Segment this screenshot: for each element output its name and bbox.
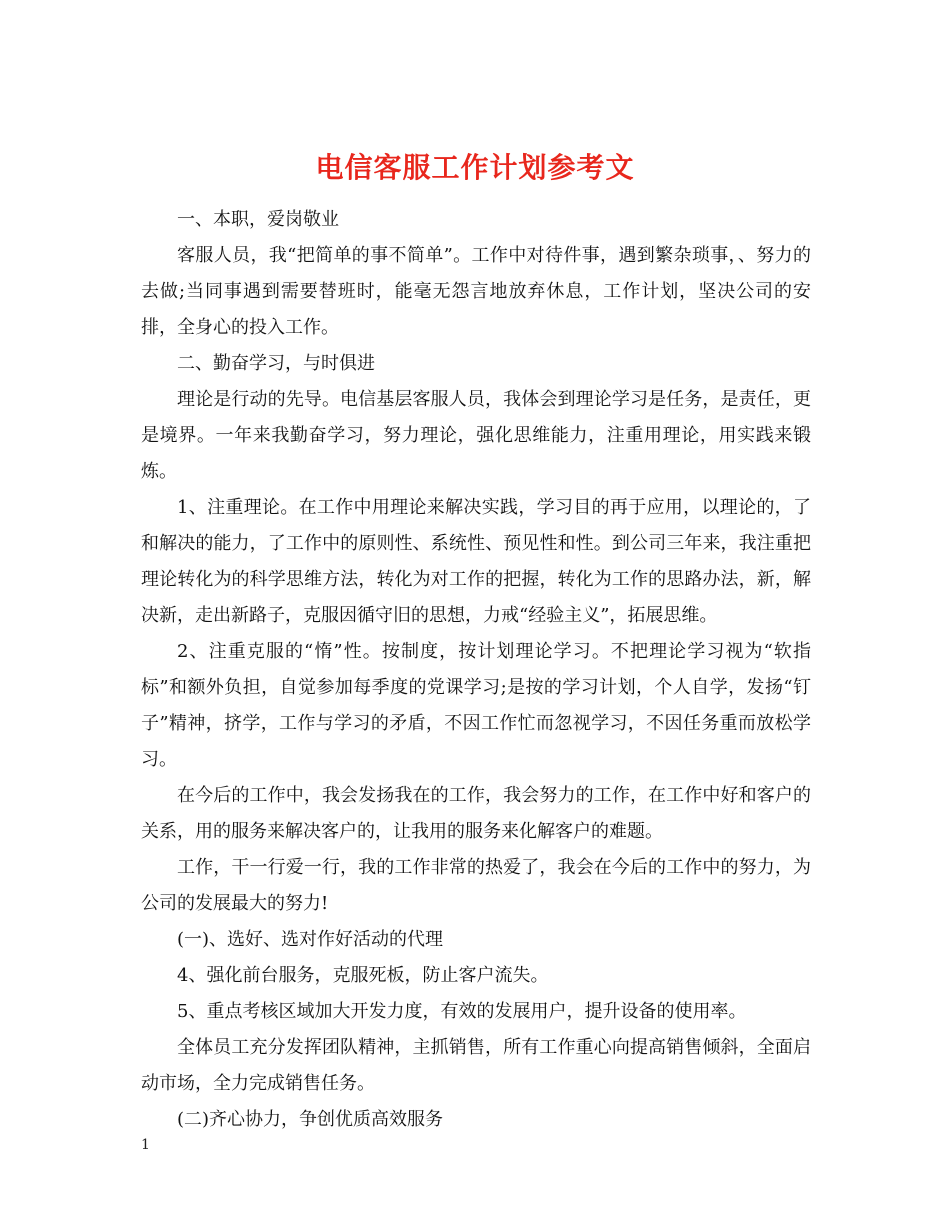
paragraph: 在今后的工作中，我会发扬我在的工作，我会努力的工作，在工作中好和客户的关系，用的服务来解决客户的，让我用的服务来化解客户的难题。 [141,785,811,842]
heading-section-1: 一、本职，爱岗敬业 [177,209,339,230]
paragraph: 1、注重理论。在工作中用理论来解决实践，学习目的再于应用，以理论的，了和解决的能力，了工作中的原则性、系统性、预见性和性。到公司三年来，我注重把理论转化为的科学思维方法，转化为对工作的把握，转化为工作的思路办法，新，解决新，走出新路子，克服因循守旧的思想，力戒“经验主义”，拓展思维。 [141,497,811,626]
subheading: (一)、选好、选对作好活动的代理 [177,929,444,950]
page-number: 1 [141,1137,150,1153]
paragraph: 全体员工充分发挥团队精神，主抓销售，所有工作重心向提高销售倾斜，全面启动市场，全力完成销售任务。 [141,1037,811,1094]
list-item: 5、重点考核区域加大开发力度，有效的发展用户，提升设备的使用率。 [177,1001,747,1022]
heading-section-2: 二、勤奋学习，与时俱进 [177,353,375,374]
paragraph: 工作，干一行爱一行，我的工作非常的热爱了，我会在今后的工作中的努力，为公司的发展最大的努力! [141,857,811,914]
paragraph: 2、注重克服的“惰”性。按制度，按计划理论学习。不把理论学习视为“软指标”和额外负担，自觉参加每季度的党课学习;是按的学习计划，个人自学，发扬“钉子”精神，挤学，工作与学习的矛盾，不因工作忙而忽视学习，不因任务重而放松学习。 [141,641,811,770]
document-body [141,202,811,1138]
document-title: 电信客服工作计划参考文 [315,150,635,184]
paragraph: 客服人员，我“把简单的事不简单”。工作中对待件事，遇到繁杂琐事，、努力的去做;当同事遇到需要替班时，能毫无怨言地放弃休息，工作计划，坚决公司的安排，全身心的投入工作。 [141,245,811,338]
list-item: 4、强化前台服务，克服死板，防止客户流失。 [177,965,549,986]
subheading: (二)齐心协力，争创优质高效服务 [177,1109,444,1130]
paragraph: 理论是行动的先导。电信基层客服人员，我体会到理论学习是任务，是责任，更是境界。一年来我勤奋学习，努力理论，强化思维能力，注重用理论，用实践来锻炼。 [141,389,811,482]
